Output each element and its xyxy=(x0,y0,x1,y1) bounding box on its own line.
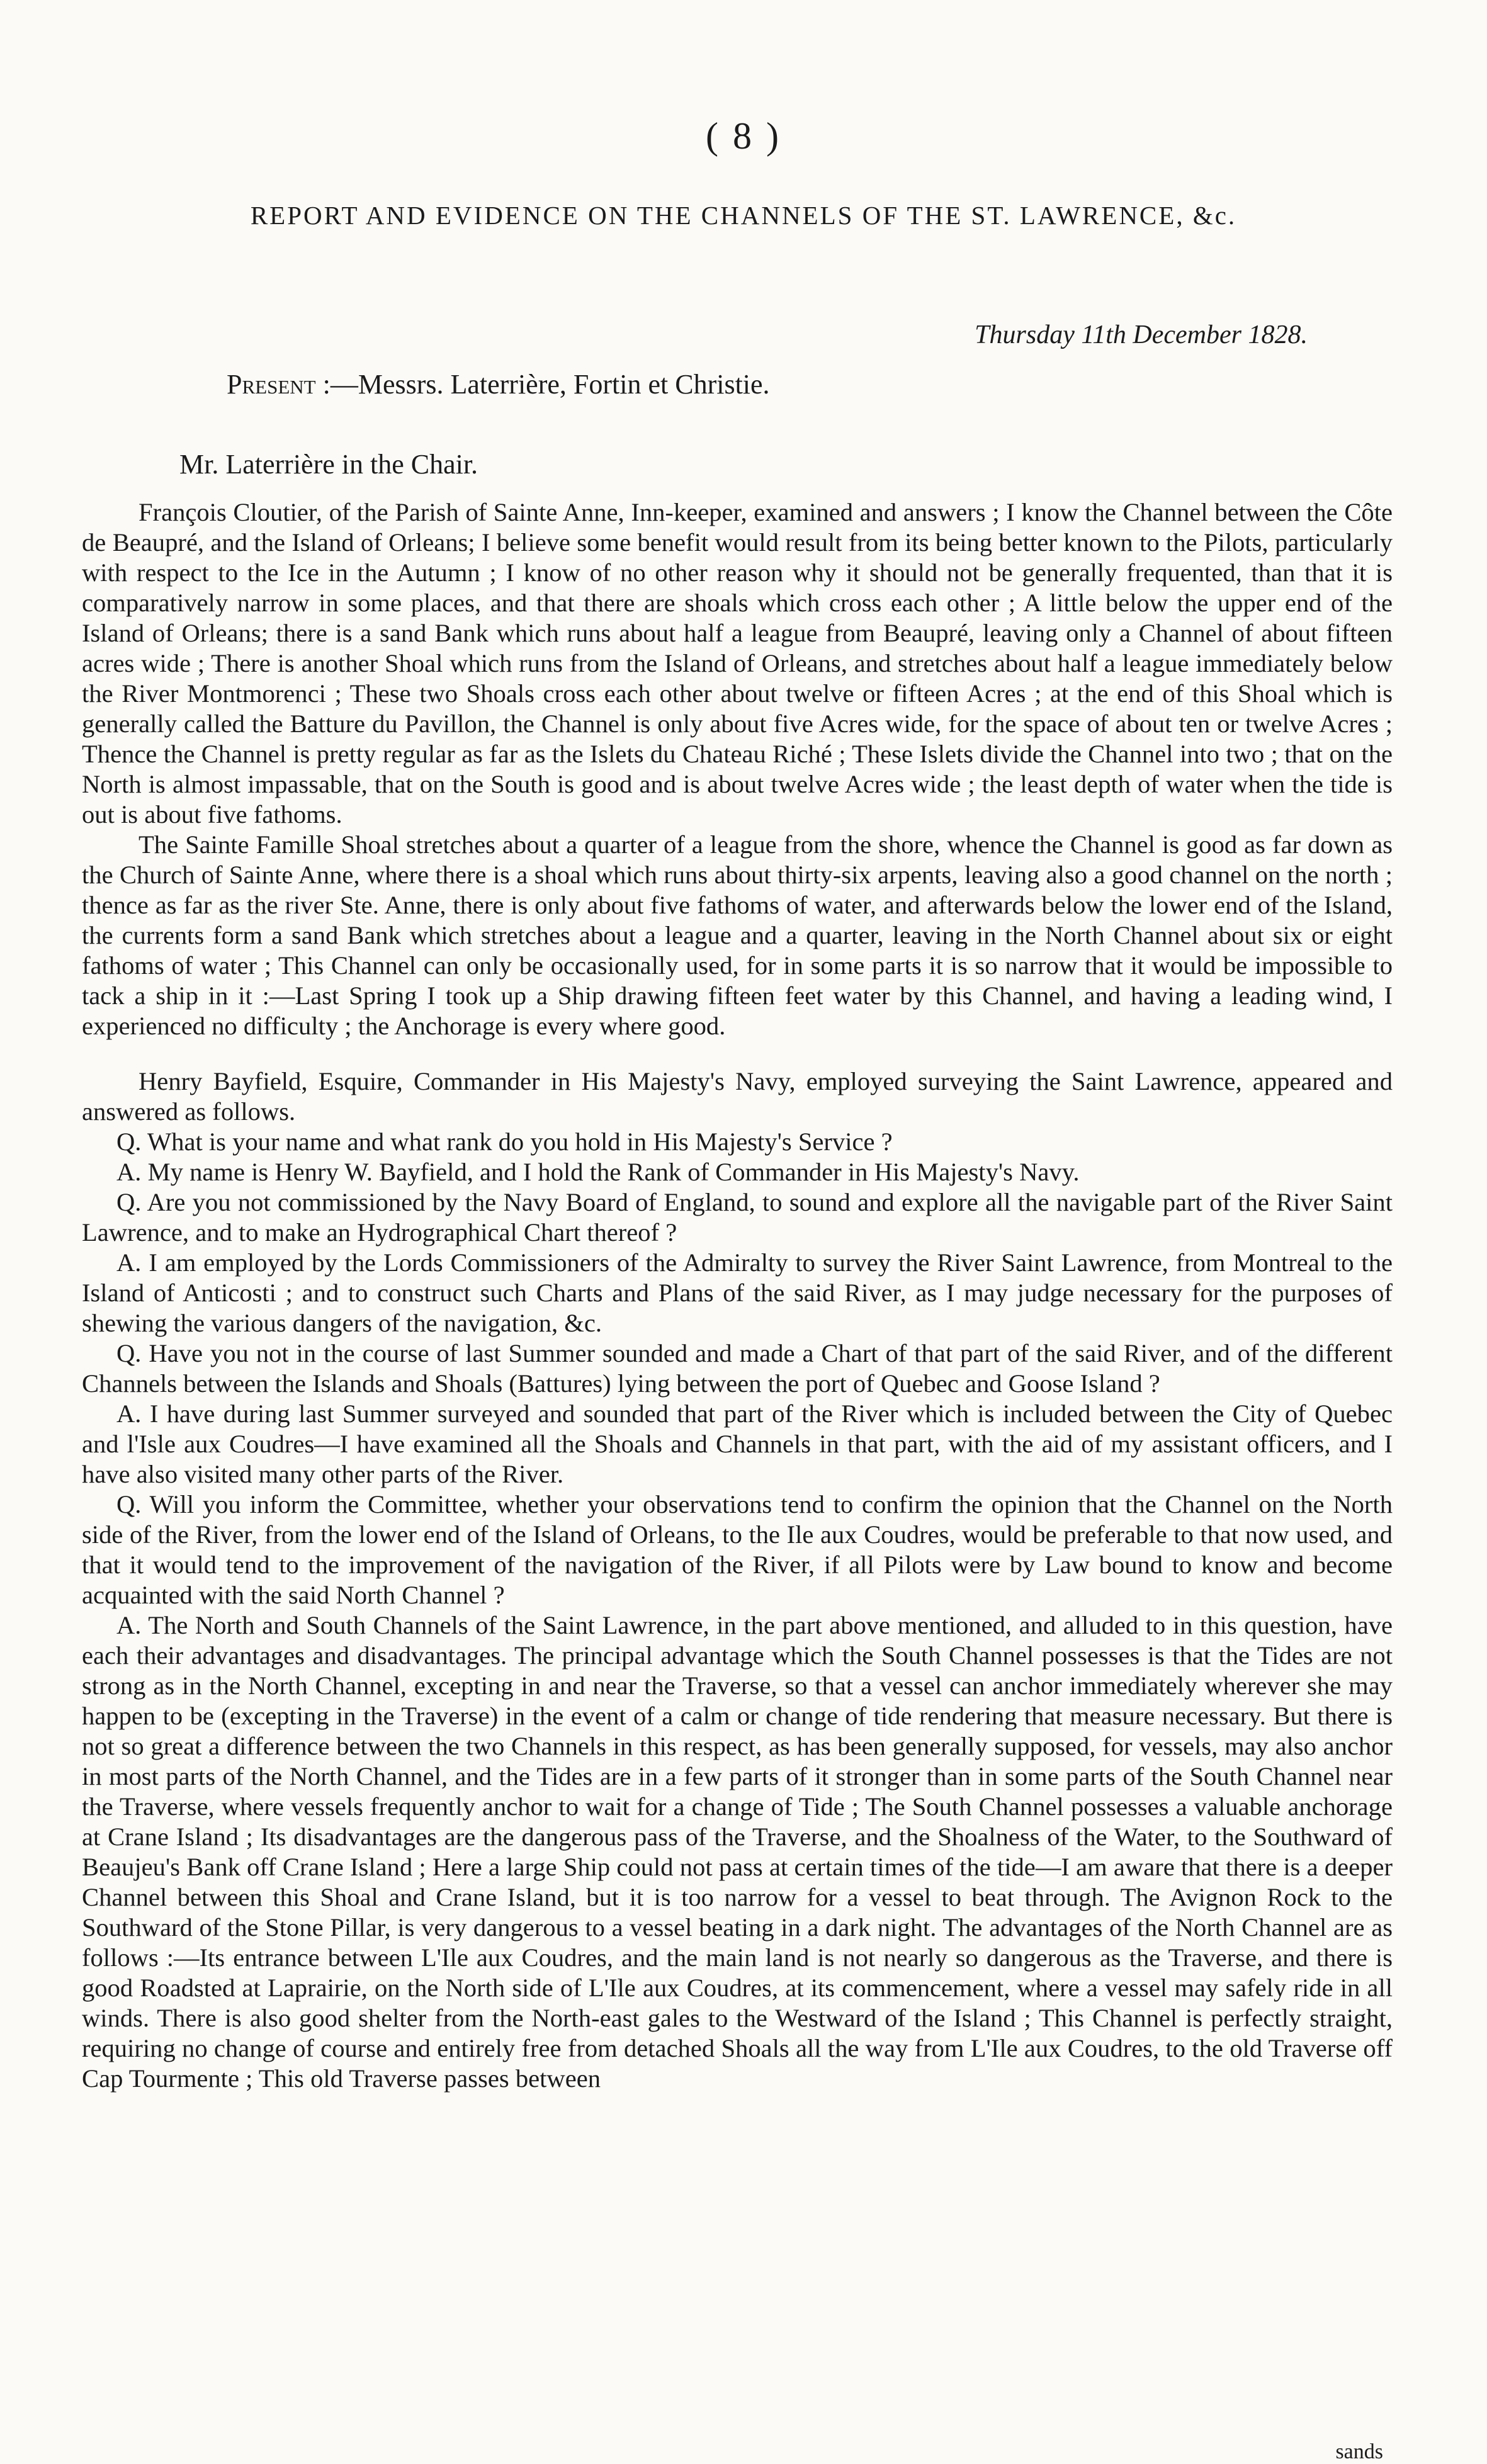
paragraph-cloutier-2: The Sainte Famille Shoal stretches about a quarter of a league from the shore, whence the Channel is good as far down as the Church of Sainte Anne, where there is a shoal which runs about thirty-six arpents, leaving also a good channel on the north ; thence as far as the river Ste. Anne, there is only about five fathoms of water, and afterwards below the lower end of the Island, the currents form a sand Bank which stretches about a league and a quarter, leaving in the North Channel about six or eight fathoms of water ; This Channel can only be occasionally used, for in some parts it is so narrow that it would be impossible to tack a ship in it :—Last Spring I took up a Ship drawing fifteen feet water by this Channel, and having a leading wind, I experienced no difficulty ; the Anchorage is every where good. xyxy=(82,830,1393,1040)
running-title: REPORT AND EVIDENCE ON THE CHANNELS OF THE ST. LAWRENCE, &c. xyxy=(250,201,1237,230)
answer-2: A. I am employed by the Lords Commissioners of the Admiralty to survey the River Saint Lawrence, from Montreal to the Island of Anticosti ; and to construct such Charts and Plans of the said River, as I may judge necessary for the purposes of shewing the various dangers of the navigation, &c. xyxy=(82,1248,1393,1337)
session-date: Thursday 11th December 1828. xyxy=(975,320,1308,349)
question-3: Q. Have you not in the course of last Summer sounded and made a Chart of that part of the said River, and of the different Channels between the Islands and Shoals (Battures) lying between the port of Quebec and Goose Island ? xyxy=(82,1339,1393,1398)
answer-4: A. The North and South Channels of the Saint Lawrence, in the part above mentioned, and alluded to in this question, have each their advantages and disadvantages. The principal advantage which the South Channel possesses is that the Tides are not strong as in the North Channel, excepting in and near the Traverse, so that a vessel can anchor immediately wherever she may happen to be (excepting in the Traverse) in the event of a calm or change of tide rendering that measure necessary. But there is not so great a difference between the two Channels in this respect, as has been generally supposed, for vessels, may also anchor in most parts of the North Channel, and the Tides are in a few parts of it stronger than in some parts of the South Channel near the Traverse, where vessels frequently anchor to wait for a change of Tide ; The South Channel possesses a valuable anchorage at Crane Island ; Its disadvantages are the dangerous pass of the Traverse, and the Shoalness of the Water, to the Southward of Beaujeu's Bank off Crane Island ; Here a large Ship could not pass at certain times of the tide—I am aware that there is a deeper Channel between this Shoal and Crane Island, but it is too narrow for a vessel to beat through. The Avignon Rock to the Southward of the Stone Pillar, is very dangerous to a vessel beating in a dark night. The advantages of the North Channel are as follows :—Its entrance between L'Ile aux Coudres, and the main land is not nearly so dangerous as the Traverse, and there is good Roadsted at Laprairie, on the North side of L'Ile aux Coudres, at its commencement, where a vessel may safely ride in all winds. There is also good shelter from the North-east gales to the Westward of the Island ; This Channel is perfectly straight, requiring no change of course and entirely free from detached Shoals all the way from L'Ile aux Coudres, to the old Traverse off Cap Tourmente ; This old Traverse passes between xyxy=(82,1611,1393,2093)
answer-3: A. I have during last Summer surveyed and sounded that part of the River which is included between the City of Quebec and l'Isle aux Coudres—I have examined all the Shoals and Channels in that part, with the aid of my assistant officers, and I have also visited many other parts of the River. xyxy=(82,1399,1393,1488)
chair-line: Mr. Laterrière in the Chair. xyxy=(179,449,478,480)
present-label: Present xyxy=(227,369,316,400)
question-4: Q. Will you inform the Committee, whether your observations tend to confirm the opinion that the Channel on the North side of the River, from the lower end of the Island of Orleans, to the Ile aux Coudres, would be preferable to that now used, and that it would tend to the improvement of the navigation of the River, if all Pilots were by Law bound to know and become acquainted with the said North Channel ? xyxy=(82,1490,1393,1609)
question-2: Q. Are you not commissioned by the Navy Board of England, to sound and explore all the navigable part of the River Saint Lawrence, and to make an Hydrographical Chart thereof ? xyxy=(82,1188,1393,1246)
body-text xyxy=(82,497,1393,2094)
catchword: sands xyxy=(1335,2440,1383,2463)
present-members: :—Messrs. Laterrière, Fortin et Christie. xyxy=(322,369,770,400)
answer-1: A. My name is Henry W. Bayfield, and I hold the Rank of Commander in His Majesty's Navy. xyxy=(116,1158,1080,1186)
page-number: ( 8 ) xyxy=(706,115,781,157)
present-line xyxy=(227,368,770,400)
paragraph-cloutier-1: François Cloutier, of the Parish of Sainte Anne, Inn-keeper, examined and answers ; I know the Channel between the Côte de Beaupré, and the Island of Orleans; I believe some benefit would result from its being better known to the Pilots, particularly with respect to the Ice in the Autumn ; I know of no other reason why it should not be generally frequented, than that it is comparatively narrow in some places, and that there are shoals which cross each other ; A little below the upper end of the Island of Orleans; there is a sand Bank which runs about half a league from Beaupré, leaving only a Channel of about fifteen acres wide ; There is another Shoal which runs from the Island of Orleans, and stretches about half a league immediately below the River Montmorenci ; These two Shoals cross each other about twelve or fifteen Acres ; at the end of this Shoal which is generally called the Batture du Pavillon, the Channel is only about five Acres wide, for the space of about ten or twelve Acres ; Thence the Channel is pretty regular as far as the Islets du Chateau Riché ; These Islets divide the Channel into two ; that on the North is almost impassable, that on the South is good and is about twelve Acres wide ; the least depth of water when the tide is out is about five fathoms. xyxy=(82,498,1393,828)
paragraph-bayfield-intro: Henry Bayfield, Esquire, Commander in His Majesty's Navy, employed surveying the Saint Lawrence, appeared and answered as follows. xyxy=(82,1067,1393,1126)
question-1: Q. What is your name and what rank do you hold in His Majesty's Service ? xyxy=(116,1127,893,1156)
